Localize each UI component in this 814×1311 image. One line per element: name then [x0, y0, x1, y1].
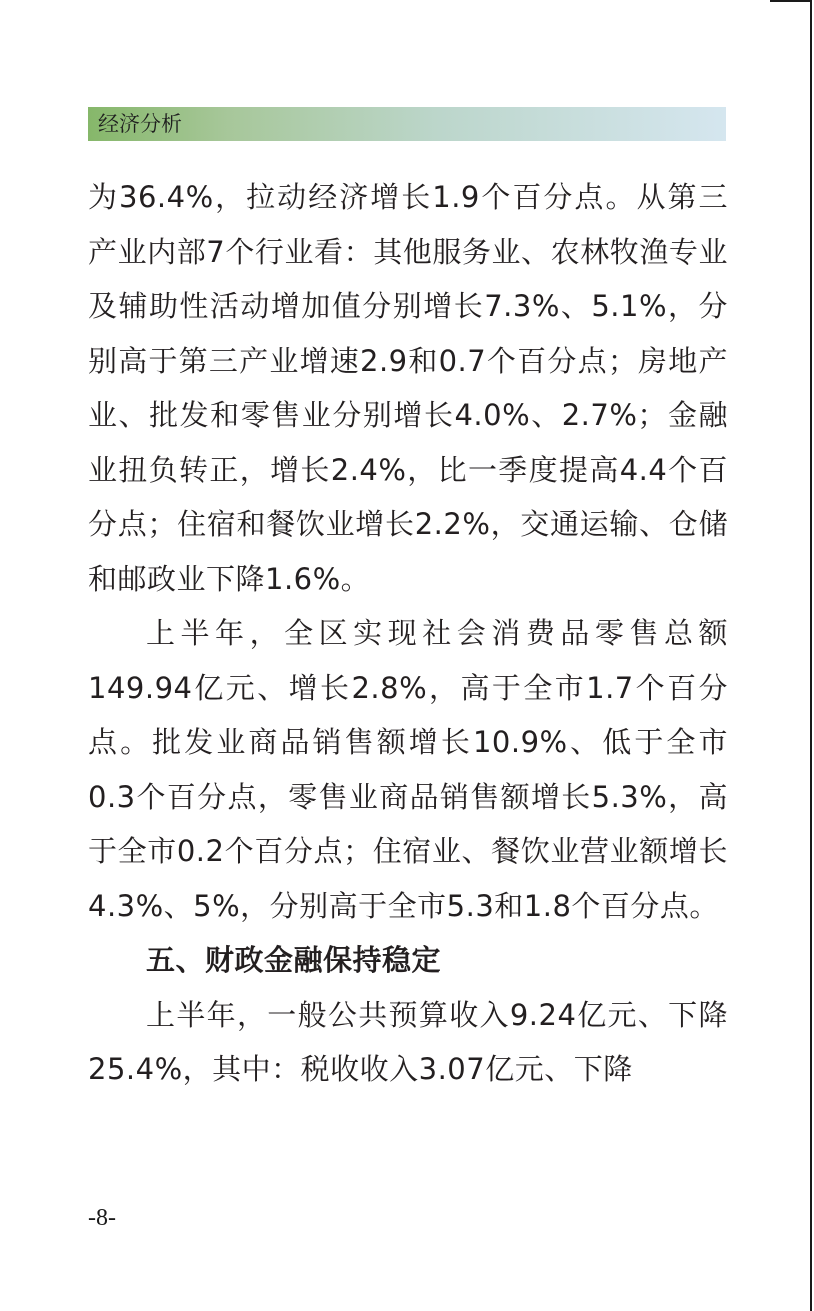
- page-border-right: [810, 0, 812, 1311]
- page-border-top: [770, 0, 812, 2]
- paragraph-public-budget: 上半年，一般公共预算收入9.24亿元、下降25.4%，其中：税收收入3.07亿元、下降: [88, 997, 728, 1086]
- paragraph-tertiary-industry: 为36.4%，拉动经济增长1.9个百分点。从第三产业内部7个行业看：其他服务业、农林牧渔专业及辅助性活动增加值分别增长7.3%、5.1%，分别高于第三产业增速2.9和0.7个百分点；房地产业、批发和零售业分别增长4.0%、2.7%；金融业扭负转正，增长2.4%，比一季度提高4.4个百分点；住宿和餐饮业增长2.2%，交通运输、仓储和邮政业下降1.6%。: [88, 180, 728, 596]
- section-label: 经济分析: [98, 112, 182, 136]
- paragraph-retail-sales: 上半年，全区实现社会消费品零售总额149.94亿元、增长2.8%，高于全市1.7个百分点。批发业商品销售额增长10.9%、低于全市0.3个百分点，零售业商品销售额增长5.3%，高于全市0.2个百分点；住宿业、餐饮业营业额增长4.3%、5%，分别高于全市5.3和1.8个百分点。: [88, 616, 728, 923]
- page-number: -8-: [88, 1205, 116, 1231]
- article-body: [88, 170, 728, 1097]
- section-banner: [88, 107, 726, 141]
- section-heading: 五、财政金融保持稳定: [146, 943, 442, 977]
